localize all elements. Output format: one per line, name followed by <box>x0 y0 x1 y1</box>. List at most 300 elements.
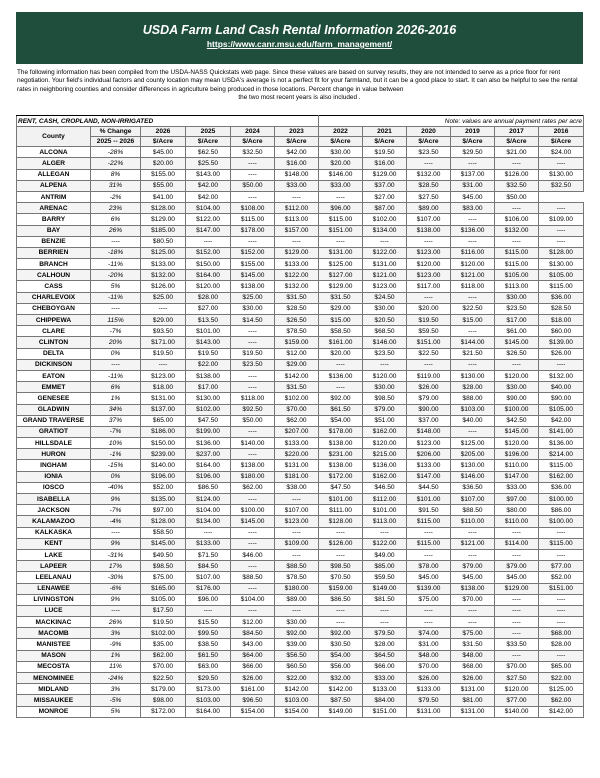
rent-value-cell: $50.00 <box>495 191 539 202</box>
rent-value-cell: $42.00 <box>539 415 584 426</box>
table-row <box>17 505 584 516</box>
rent-value-cell: $29.00 <box>141 315 186 326</box>
rent-value-cell: $12.00 <box>275 348 319 359</box>
rent-value-cell: ---- <box>539 225 584 236</box>
intro-text-center: the two most recent years is also included . <box>238 94 361 102</box>
table-row <box>17 337 584 348</box>
rent-value-cell: ---- <box>231 494 275 505</box>
rent-value-cell: $79.00 <box>363 404 407 415</box>
rent-value-cell: $40.00 <box>451 415 495 426</box>
rent-value-cell: $45.00 <box>495 572 539 583</box>
rent-value-cell: $115.00 <box>319 214 363 225</box>
rent-value-cell: $66.00 <box>363 661 407 672</box>
rent-value-cell: $162.00 <box>363 426 407 437</box>
rent-value-cell: $19.50 <box>231 348 275 359</box>
rent-value-cell: $45.00 <box>407 572 451 583</box>
rent-value-cell: $150.00 <box>186 259 231 270</box>
rent-value-cell: ---- <box>495 628 539 639</box>
rent-value-cell: $74.00 <box>407 628 451 639</box>
rent-value-cell: ---- <box>451 214 495 225</box>
table-row <box>17 661 584 672</box>
rent-value-cell: $100.00 <box>495 404 539 415</box>
rent-value-cell: $19.50 <box>186 348 231 359</box>
rent-value-cell: ---- <box>231 538 275 549</box>
rent-value-cell: $28.00 <box>539 639 584 650</box>
percent-change-cell: -6% <box>91 583 141 594</box>
rent-value-cell: $199.00 <box>186 426 231 437</box>
rent-value-cell: $65.00 <box>539 661 584 672</box>
percent-change-cell: -7% <box>91 326 141 337</box>
rent-value-cell: $98.00 <box>141 695 186 706</box>
county-name-cell: ALGER <box>17 158 91 169</box>
rent-value-cell: $145.00 <box>495 426 539 437</box>
rent-value-cell: $129.00 <box>495 583 539 594</box>
rent-value-cell: $121.00 <box>363 270 407 281</box>
rent-value-cell: ---- <box>407 549 451 560</box>
rent-value-cell: ---- <box>319 527 363 538</box>
intro-paragraph <box>16 64 583 115</box>
county-name-cell: LAPEER <box>17 561 91 572</box>
unit-header: $/Acre <box>141 137 186 147</box>
rent-value-cell: $45.00 <box>141 147 186 158</box>
rent-value-cell: $25.50 <box>186 158 231 169</box>
rent-value-cell: $30.00 <box>363 382 407 393</box>
rent-value-cell: $151.00 <box>319 225 363 236</box>
intro-text: The following information has been compiled from the USDA-NASS Quickstats web page. Since these values are based on survey results, they are not intended to serve as a price floor for rent negotiation. Your field's individual factors and county location may mean USDA's average is not a perfect fit for your farmland, but it can be a good place to start. It can also be helpful to see the rental rates in neighboring counties and consider differences in agriculture being produced in those locations. Percent change in value between <box>17 69 578 93</box>
table-row <box>17 460 584 471</box>
rent-value-cell: $101.00 <box>319 494 363 505</box>
rent-value-cell: $62.00 <box>275 415 319 426</box>
rent-value-cell: $119.00 <box>407 370 451 381</box>
percent-change-cell: ---- <box>91 303 141 314</box>
rent-value-cell: $146.00 <box>363 337 407 348</box>
percent-change-cell: -11% <box>91 259 141 270</box>
county-name-cell: BENZIE <box>17 236 91 247</box>
percent-change-cell: -15% <box>91 460 141 471</box>
table-row <box>17 605 584 616</box>
rent-value-cell: $86.00 <box>539 505 584 516</box>
rent-value-cell: $108.00 <box>231 203 275 214</box>
rent-value-cell: $21.00 <box>495 147 539 158</box>
percent-change-cell: ---- <box>91 527 141 538</box>
rent-value-cell: $20.00 <box>141 158 186 169</box>
table-row <box>17 180 584 191</box>
rent-value-cell: $150.00 <box>141 438 186 449</box>
rent-value-cell: $101.00 <box>363 505 407 516</box>
rent-value-cell: $44.50 <box>407 482 451 493</box>
rent-value-cell: $28.00 <box>363 639 407 650</box>
percent-change-cell: -40% <box>91 482 141 493</box>
section-note: Note: values are annual payment rates per acre <box>319 116 584 127</box>
county-name-cell: ALCONA <box>17 147 91 158</box>
rent-value-cell: $152.00 <box>231 247 275 258</box>
table-row <box>17 684 584 695</box>
rent-value-cell: $98.50 <box>363 393 407 404</box>
county-name-cell: HILLSDALE <box>17 438 91 449</box>
rent-value-cell: $133.00 <box>275 259 319 270</box>
rent-value-cell: $111.00 <box>319 505 363 516</box>
rent-value-cell: $84.50 <box>231 628 275 639</box>
county-name-cell: LAKE <box>17 549 91 560</box>
rent-value-cell: $140.00 <box>141 460 186 471</box>
county-name-cell: ISABELLA <box>17 494 91 505</box>
county-name-cell: IOSCO <box>17 482 91 493</box>
rent-value-cell: ---- <box>319 617 363 628</box>
rent-value-cell: $27.00 <box>363 191 407 202</box>
rent-value-cell: ---- <box>231 583 275 594</box>
rent-value-cell: $37.00 <box>363 180 407 191</box>
rent-value-cell: $62.00 <box>141 650 186 661</box>
rent-value-cell: $131.00 <box>275 460 319 471</box>
rent-value-cell: $123.00 <box>407 247 451 258</box>
table-row <box>17 695 584 706</box>
rent-value-cell: ---- <box>231 605 275 616</box>
rent-value-cell: $33.00 <box>275 180 319 191</box>
rent-value-cell: $127.00 <box>319 270 363 281</box>
percent-change-cell: 9% <box>91 594 141 605</box>
rent-value-cell: $52.00 <box>141 482 186 493</box>
rent-value-cell: $122.00 <box>186 214 231 225</box>
rent-value-cell: $56.50 <box>275 650 319 661</box>
table-row <box>17 292 584 303</box>
rent-value-cell: ---- <box>539 236 584 247</box>
percent-change-cell: -7% <box>91 426 141 437</box>
rent-value-cell: $124.00 <box>186 494 231 505</box>
county-name-cell: HURON <box>17 449 91 460</box>
county-name-cell: MECOSTA <box>17 661 91 672</box>
rent-value-cell: $126.00 <box>319 538 363 549</box>
rent-value-cell: $135.00 <box>141 494 186 505</box>
table-row <box>17 617 584 628</box>
rent-value-cell: $33.50 <box>495 639 539 650</box>
rent-value-cell: $47.50 <box>319 482 363 493</box>
table-row <box>17 639 584 650</box>
table-row <box>17 628 584 639</box>
rent-value-cell: $110.00 <box>495 460 539 471</box>
rent-value-cell: $104.00 <box>186 505 231 516</box>
rent-value-cell: $138.00 <box>319 460 363 471</box>
table-row <box>17 370 584 381</box>
rent-value-cell: $54.00 <box>319 650 363 661</box>
rent-value-cell: $36.50 <box>451 482 495 493</box>
rent-value-cell: ---- <box>539 359 584 370</box>
rent-value-cell: $138.00 <box>231 460 275 471</box>
percent-change-cell: 37% <box>91 415 141 426</box>
rent-value-cell: $120.00 <box>495 438 539 449</box>
unit-header: $/Acre <box>363 137 407 147</box>
rent-value-cell: ---- <box>539 605 584 616</box>
unit-header: $/Acre <box>275 137 319 147</box>
rent-value-cell: $70.00 <box>275 404 319 415</box>
rent-value-cell: $24.00 <box>539 147 584 158</box>
rent-value-cell: $14.50 <box>231 315 275 326</box>
rent-value-cell: $180.00 <box>231 471 275 482</box>
rent-value-cell: $129.00 <box>141 214 186 225</box>
rent-value-cell: $239.00 <box>141 449 186 460</box>
rent-value-cell: $104.00 <box>186 203 231 214</box>
rent-value-cell: $26.00 <box>451 673 495 684</box>
rent-value-cell: ---- <box>231 527 275 538</box>
table-row <box>17 303 584 314</box>
rent-value-cell: $22.50 <box>141 673 186 684</box>
rent-value-cell: $114.00 <box>495 538 539 549</box>
rent-value-cell: $30.00 <box>319 147 363 158</box>
county-name-cell: LUCE <box>17 605 91 616</box>
county-name-cell: MANISTEE <box>17 639 91 650</box>
rent-value-cell: ---- <box>363 617 407 628</box>
rent-value-cell: $15.50 <box>186 617 231 628</box>
rent-value-cell: $46.00 <box>231 549 275 560</box>
table-row <box>17 214 584 225</box>
rent-value-cell: $112.00 <box>275 203 319 214</box>
rent-value-cell: $120.00 <box>407 259 451 270</box>
rent-value-cell: $33.00 <box>495 482 539 493</box>
rent-value-cell: $78.00 <box>407 561 451 572</box>
rent-value-cell: $105.00 <box>539 270 584 281</box>
rent-value-cell: $159.00 <box>275 337 319 348</box>
rent-value-cell: $123.00 <box>275 516 319 527</box>
rent-value-cell: $77.00 <box>539 561 584 572</box>
rent-value-cell: $120.00 <box>363 370 407 381</box>
rent-value-cell: $130.00 <box>186 393 231 404</box>
table-row <box>17 382 584 393</box>
rent-value-cell: $120.00 <box>363 438 407 449</box>
percent-change-cell: -22% <box>91 158 141 169</box>
rent-value-cell: $121.00 <box>451 270 495 281</box>
unit-header: $/Acre <box>407 137 451 147</box>
rent-value-cell: $26.50 <box>275 315 319 326</box>
table-row <box>17 583 584 594</box>
rent-value-cell: $30.00 <box>495 382 539 393</box>
percent-change-cell: 31% <box>91 180 141 191</box>
unit-header: $/Acre <box>451 137 495 147</box>
rent-value-cell: $164.00 <box>186 460 231 471</box>
rent-value-cell: $164.00 <box>186 706 231 717</box>
rent-value-cell: $88.50 <box>275 561 319 572</box>
rent-value-cell: $131.00 <box>363 259 407 270</box>
rent-value-cell: $123.00 <box>363 281 407 292</box>
table-row <box>17 158 584 169</box>
rent-value-cell: $40.00 <box>539 382 584 393</box>
rent-value-cell: $131.00 <box>141 393 186 404</box>
rent-value-cell: $79.00 <box>451 561 495 572</box>
rent-value-cell: ---- <box>363 236 407 247</box>
rent-value-cell: $138.00 <box>407 225 451 236</box>
county-name-cell: JACKSON <box>17 505 91 516</box>
rent-value-cell: $101.00 <box>407 494 451 505</box>
header-row-years <box>17 127 584 137</box>
rent-value-cell: $107.00 <box>275 505 319 516</box>
rent-value-cell: $137.00 <box>141 404 186 415</box>
rent-value-cell: $22.50 <box>407 348 451 359</box>
rent-value-cell: $29.00 <box>319 303 363 314</box>
rent-value-cell: ---- <box>275 605 319 616</box>
unit-header: $/Acre <box>186 137 231 147</box>
rent-value-cell: $70.00 <box>495 661 539 672</box>
rent-value-cell: $86.50 <box>186 482 231 493</box>
rent-value-cell: ---- <box>539 617 584 628</box>
rent-value-cell: $92.00 <box>275 628 319 639</box>
rent-value-cell: $23.50 <box>407 147 451 158</box>
rent-value-cell: $61.50 <box>319 404 363 415</box>
county-name-cell: GRATIOT <box>17 426 91 437</box>
rent-value-cell: $37.00 <box>407 415 451 426</box>
rent-value-cell: ---- <box>495 594 539 605</box>
rent-value-cell: $29.50 <box>451 147 495 158</box>
rent-value-cell: $22.00 <box>275 673 319 684</box>
county-name-cell: KALKASKA <box>17 527 91 538</box>
rent-value-cell: $164.00 <box>186 270 231 281</box>
rent-value-cell: $70.00 <box>141 661 186 672</box>
rent-value-cell: $220.00 <box>275 449 319 460</box>
rent-value-cell: $151.00 <box>539 583 584 594</box>
county-name-cell: CLINTON <box>17 337 91 348</box>
rent-value-cell: ---- <box>407 292 451 303</box>
rent-value-cell: $88.50 <box>231 572 275 583</box>
header-row-units <box>17 137 584 147</box>
rent-value-cell: $157.00 <box>275 225 319 236</box>
rent-value-cell: $80.00 <box>495 505 539 516</box>
rent-value-cell: $110.00 <box>495 516 539 527</box>
rent-value-cell: $132.00 <box>141 270 186 281</box>
rent-value-cell: $143.00 <box>186 337 231 348</box>
rent-value-cell: $78.50 <box>275 572 319 583</box>
rent-value-cell: $102.00 <box>186 404 231 415</box>
rent-value-cell: ---- <box>451 527 495 538</box>
rent-value-cell: $133.00 <box>186 538 231 549</box>
rent-value-cell: $237.00 <box>186 449 231 460</box>
table-row <box>17 415 584 426</box>
county-name-cell: MISSAUKEE <box>17 695 91 706</box>
county-name-cell: INGHAM <box>17 460 91 471</box>
rent-value-cell: $22.00 <box>539 673 584 684</box>
rent-value-cell: $15.00 <box>319 315 363 326</box>
rent-value-cell: $19.50 <box>363 147 407 158</box>
percent-change-cell: -9% <box>91 639 141 650</box>
rent-value-cell: $139.00 <box>539 337 584 348</box>
rent-value-cell: ---- <box>451 426 495 437</box>
rent-value-cell: $51.00 <box>363 415 407 426</box>
change-subheader: 2025 -- 2026 <box>91 137 141 147</box>
table-row <box>17 147 584 158</box>
rent-value-cell: $137.00 <box>451 169 495 180</box>
rent-value-cell: ---- <box>539 549 584 560</box>
percent-change-cell: -11% <box>91 292 141 303</box>
percent-change-cell: 115% <box>91 315 141 326</box>
rent-value-cell: $31.50 <box>451 639 495 650</box>
rent-value-cell: $123.00 <box>141 370 186 381</box>
rent-value-cell: $70.00 <box>451 594 495 605</box>
county-name-cell: GENESEE <box>17 393 91 404</box>
rent-value-cell: $231.00 <box>319 449 363 460</box>
rent-value-cell: $147.00 <box>186 225 231 236</box>
rent-value-cell: $26.00 <box>407 673 451 684</box>
rent-value-cell: ---- <box>495 158 539 169</box>
rent-value-cell: ---- <box>319 191 363 202</box>
percent-change-cell: -4% <box>91 516 141 527</box>
county-name-cell: MACOMB <box>17 628 91 639</box>
rent-value-cell: $22.00 <box>186 359 231 370</box>
rent-value-cell: $39.00 <box>275 639 319 650</box>
rent-value-cell: $88.00 <box>451 393 495 404</box>
table-row <box>17 482 584 493</box>
rent-value-cell: $17.00 <box>186 382 231 393</box>
rent-value-cell: ---- <box>231 169 275 180</box>
rent-value-cell: $15.00 <box>451 315 495 326</box>
rent-value-cell: $214.00 <box>539 449 584 460</box>
rent-value-cell: $131.00 <box>451 684 495 695</box>
rent-value-cell: ---- <box>231 191 275 202</box>
document <box>16 12 583 718</box>
rent-value-cell: $185.00 <box>141 225 186 236</box>
table-row <box>17 270 584 281</box>
section-label: RENT, CASH, CROPLAND, NON-IRRIGATED <box>17 116 319 127</box>
year-header: 2020 <box>407 127 451 137</box>
rent-value-cell: $89.00 <box>407 203 451 214</box>
county-name-cell: CALHOUN <box>17 270 91 281</box>
rent-value-cell: $125.00 <box>539 684 584 695</box>
county-name-cell: CLARE <box>17 326 91 337</box>
rent-value-cell: ---- <box>231 337 275 348</box>
rent-value-cell: $30.00 <box>231 303 275 314</box>
rent-value-cell: $115.00 <box>539 460 584 471</box>
year-header: 2021 <box>363 127 407 137</box>
year-header: 2026 <box>141 127 186 137</box>
rent-value-cell: $113.00 <box>363 516 407 527</box>
rent-value-cell: $131.00 <box>319 247 363 258</box>
rent-value-cell: $36.00 <box>539 482 584 493</box>
table-row <box>17 348 584 359</box>
county-name-cell: MENOMINEE <box>17 673 91 684</box>
rent-value-cell: $23.50 <box>495 303 539 314</box>
rent-value-cell: ---- <box>231 426 275 437</box>
rent-value-cell: $86.50 <box>319 594 363 605</box>
rent-value-cell: $18.00 <box>539 315 584 326</box>
rent-value-cell: $130.00 <box>539 259 584 270</box>
rent-value-cell: $134.00 <box>186 516 231 527</box>
rent-value-cell: $16.00 <box>363 158 407 169</box>
percent-change-cell: -7% <box>91 505 141 516</box>
rent-value-cell: ---- <box>231 449 275 460</box>
rent-value-cell: ---- <box>451 605 495 616</box>
rent-value-cell: $90.00 <box>407 404 451 415</box>
rent-value-cell: $26.00 <box>539 348 584 359</box>
rent-value-cell: $120.00 <box>495 684 539 695</box>
rent-value-cell: $136.00 <box>319 370 363 381</box>
county-name-cell: BARRY <box>17 214 91 225</box>
percent-change-cell: 26% <box>91 225 141 236</box>
rent-value-cell: $142.00 <box>275 684 319 695</box>
rent-value-cell: ---- <box>451 326 495 337</box>
table-row <box>17 471 584 482</box>
county-name-cell: LENAWEE <box>17 583 91 594</box>
rent-value-cell: $98.50 <box>319 561 363 572</box>
rent-value-cell: $61.00 <box>495 326 539 337</box>
rent-value-cell: $50.00 <box>231 415 275 426</box>
rent-value-cell: ---- <box>495 549 539 560</box>
rent-value-cell: $128.00 <box>319 516 363 527</box>
rent-value-cell: $128.00 <box>141 203 186 214</box>
county-name-cell: ANTRIM <box>17 191 91 202</box>
percent-change-cell: -2% <box>91 191 141 202</box>
rent-value-cell: $79.50 <box>363 628 407 639</box>
percent-change-cell: 10% <box>91 438 141 449</box>
rent-value-cell: $103.00 <box>451 404 495 415</box>
source-link[interactable]: https://www.canr.msu.edu/farm_management/ <box>206 39 393 49</box>
rent-value-cell: $143.00 <box>186 169 231 180</box>
rent-value-cell: $42.00 <box>275 147 319 158</box>
rent-value-cell: $70.00 <box>407 661 451 672</box>
